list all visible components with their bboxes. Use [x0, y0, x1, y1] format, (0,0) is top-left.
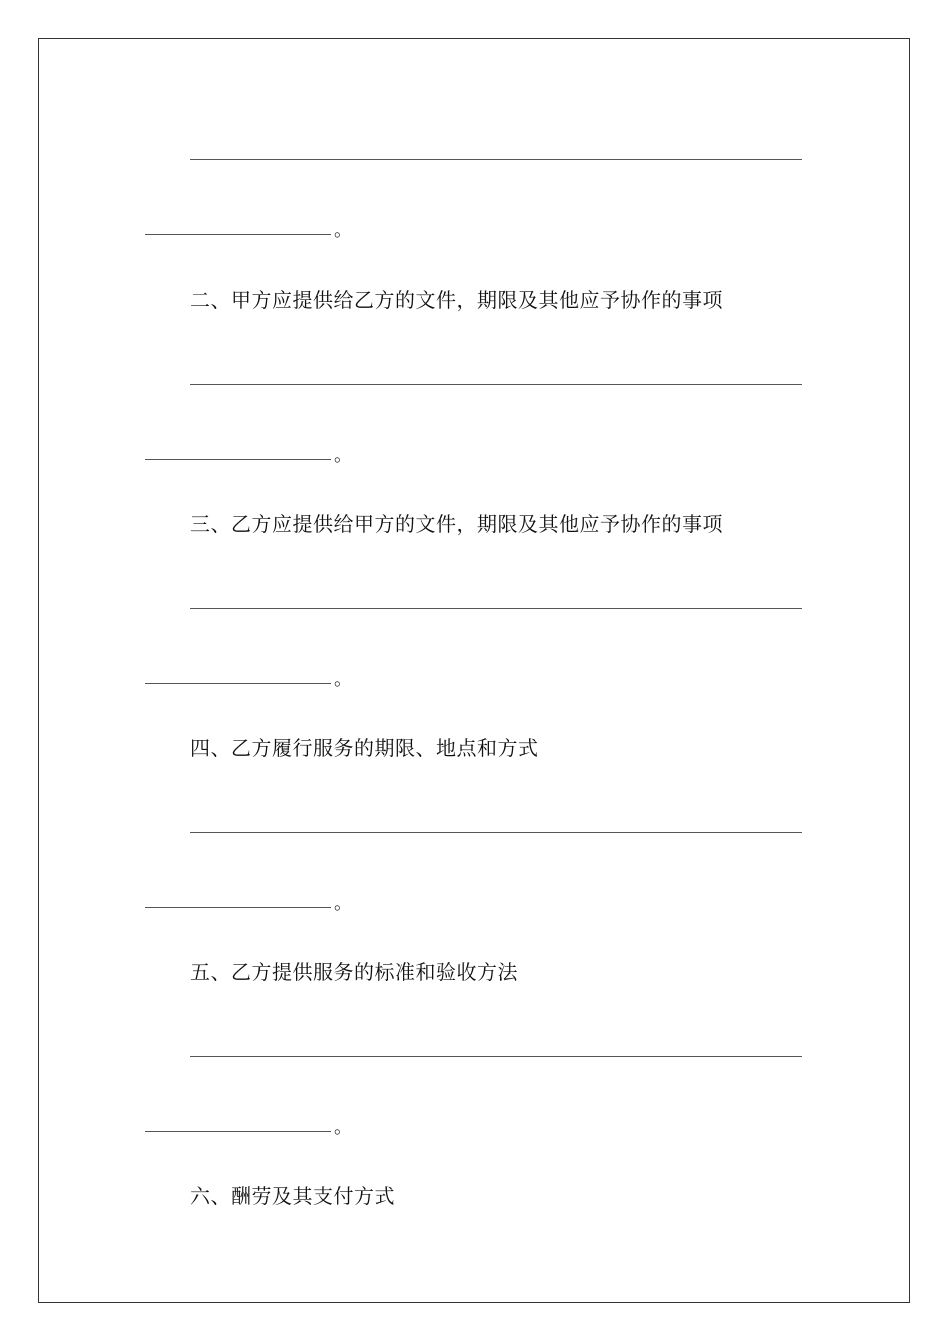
- section-heading-3: 三、乙方应提供给甲方的文件，期限及其他应予协作的事项: [190, 512, 723, 536]
- fill-line-short: [145, 234, 331, 235]
- page-frame: [38, 38, 910, 1303]
- fill-line-short: [145, 907, 331, 908]
- fill-line-long: [190, 608, 802, 609]
- sentence-period: 。: [334, 893, 352, 914]
- fill-line-short: [145, 683, 331, 684]
- sentence-period: 。: [334, 1117, 352, 1138]
- section-heading-6: 六、酬劳及其支付方式: [190, 1184, 395, 1208]
- section-heading-5: 五、乙方提供服务的标准和验收方法: [190, 960, 518, 984]
- section-heading-4: 四、乙方履行服务的期限、地点和方式: [190, 736, 539, 760]
- section-heading-2: 二、甲方应提供给乙方的文件，期限及其他应予协作的事项: [190, 288, 723, 312]
- sentence-period: 。: [334, 669, 352, 690]
- sentence-period: 。: [334, 445, 352, 466]
- fill-line-long: [190, 159, 802, 160]
- fill-line-short: [145, 459, 331, 460]
- fill-line-long: [190, 1056, 802, 1057]
- fill-line-long: [190, 832, 802, 833]
- fill-line-short: [145, 1131, 331, 1132]
- sentence-period: 。: [334, 220, 352, 241]
- fill-line-long: [190, 384, 802, 385]
